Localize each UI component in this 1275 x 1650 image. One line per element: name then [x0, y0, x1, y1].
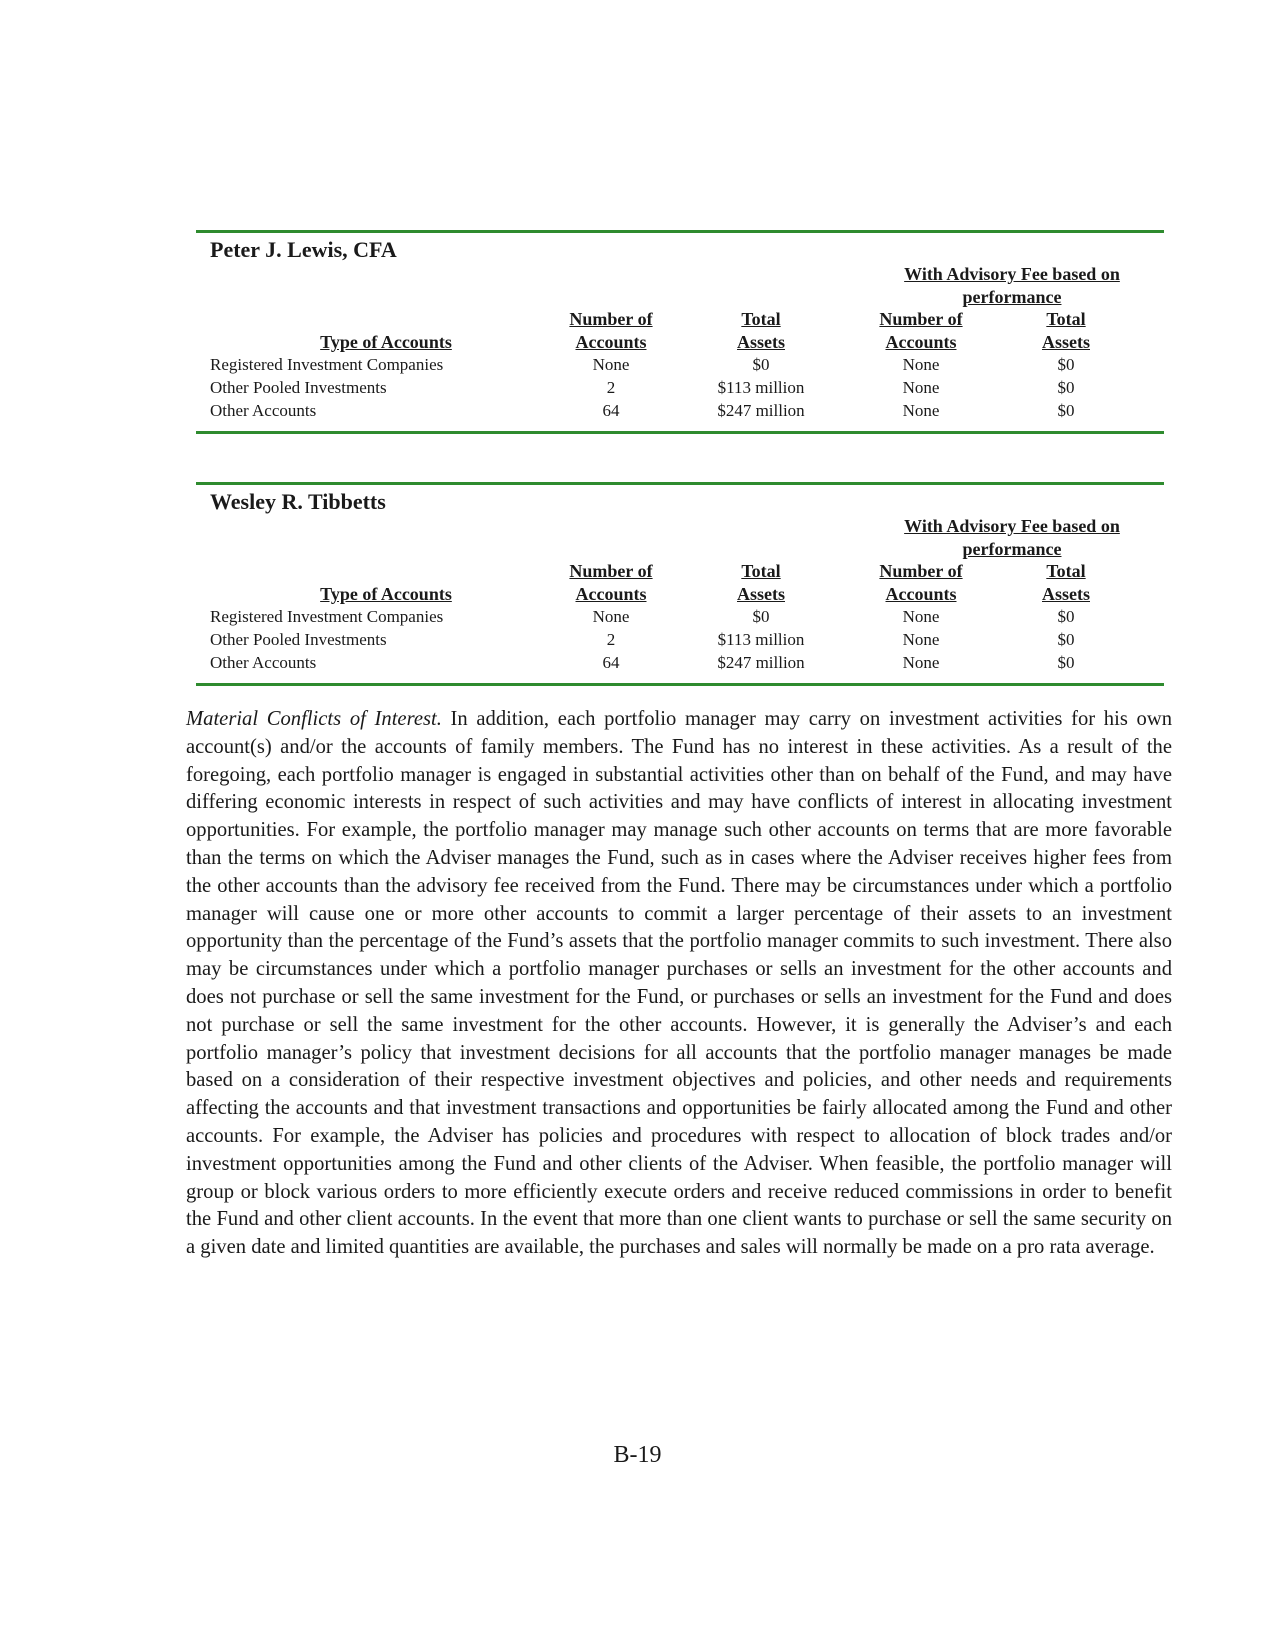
page-number: B-19	[613, 1442, 662, 1468]
conflicts-of-interest-paragraph	[186, 706, 1172, 1262]
cell-type: Other Pooled Investments	[210, 630, 387, 649]
accounts-table-lewis	[196, 230, 1164, 434]
col-header-perf-total-assets: Total Assets	[1042, 561, 1090, 604]
col-header-total-assets: Total Assets	[737, 561, 785, 604]
performance-fee-header: With Advisory Fee based on performance	[904, 264, 1120, 307]
table-row	[196, 628, 1164, 651]
table-row	[196, 399, 1164, 422]
cell-number-of-accounts: 64	[602, 401, 620, 420]
cell-perf-number-of-accounts: None	[902, 401, 940, 420]
paragraph-lead-in: Material Conflicts of Interest.	[186, 708, 442, 730]
cell-total-assets: $113 million	[717, 630, 805, 649]
cell-perf-total-assets: $0	[1057, 378, 1075, 397]
cell-perf-total-assets: $0	[1057, 355, 1075, 374]
col-header-type-of-accounts: Type of Accounts	[320, 332, 452, 352]
cell-perf-total-assets: $0	[1057, 653, 1075, 672]
cell-total-assets: $0	[752, 607, 770, 626]
col-header-number-of-accounts: Number of Accounts	[569, 309, 653, 352]
cell-total-assets: $0	[752, 355, 770, 374]
table-row	[196, 376, 1164, 399]
cell-number-of-accounts: 2	[606, 378, 616, 397]
cell-number-of-accounts: 64	[602, 653, 620, 672]
paragraph-body: In addition, each portfolio manager may carry on investment activities for his own account(s) and/or the accounts of family members. The Fund has no interest in these activities. As a result of the foregoing, each portfolio manager is engaged in substantial activities other than on behalf of the Fund, and may have differing economic interests in respect of such activities and may have conflicts of interest in allocating investment opportunities. For example, the portfolio manager may manage such other accounts on terms that are more favorable than the terms on which the Adviser manages the Fund, such as in cases where the Adviser receives higher fees from the other accounts than the advisory fee received from the Fund. There may be circumstances under which a portfolio manager will cause one or more other accounts to commit a larger percentage of their assets to an investment opportunity than the percentage of the Fund’s assets that the portfolio manager commits to such investment. There also may be circumstances under which a portfolio manager purchases or sells an investment for the other accounts and does not purchase or sell the same investment for the Fund, or purchases or sells an investment for the Fund and does not purchase or sell the same investment for the other accounts. However, it is generally the Adviser’s and each portfolio manager’s policy that investment decisions for all accounts that the portfolio manager manages be made based on a consideration of their respective investment objectives and policies, and other needs and requirements affecting the accounts and that investment transactions and opportunities be fairly allocated among the Fund and other accounts. For example, the Adviser has policies and procedures with respect to allocation of block trades and/or investment opportunities among the Fund and other clients of the Adviser. When feasible, the portfolio manager will group or block various orders to more efficiently execute orders and receive reduced commissions in order to benefit the Fund and other client accounts. In the event that more than one client wants to purchase or sell the same security on a given date and limited quantities are available, the purchases and sales will normally be made on a pro rata average.	[186, 708, 1173, 1259]
table-row	[196, 353, 1164, 376]
cell-perf-total-assets: $0	[1057, 401, 1075, 420]
cell-perf-total-assets: $0	[1057, 607, 1075, 626]
cell-type: Other Accounts	[210, 653, 317, 672]
col-header-perf-total-assets: Total Assets	[1042, 309, 1090, 352]
cell-number-of-accounts: None	[592, 607, 630, 626]
cell-perf-number-of-accounts: None	[902, 630, 940, 649]
manager-name: Wesley R. Tibbetts	[210, 489, 386, 514]
cell-perf-number-of-accounts: None	[902, 607, 940, 626]
col-header-perf-number-of-accounts: Number of Accounts	[879, 309, 963, 352]
cell-type: Other Accounts	[210, 401, 317, 420]
cell-perf-number-of-accounts: None	[902, 653, 940, 672]
cell-type: Registered Investment Companies	[210, 355, 444, 374]
cell-number-of-accounts: None	[592, 355, 630, 374]
manager-name: Peter J. Lewis, CFA	[210, 237, 397, 262]
cell-perf-number-of-accounts: None	[902, 378, 940, 397]
performance-fee-header: With Advisory Fee based on performance	[904, 516, 1120, 559]
col-header-perf-number-of-accounts: Number of Accounts	[879, 561, 963, 604]
cell-type: Registered Investment Companies	[210, 607, 444, 626]
cell-total-assets: $247 million	[717, 653, 805, 672]
cell-total-assets: $247 million	[717, 401, 805, 420]
accounts-table-tibbetts	[196, 482, 1164, 686]
col-header-total-assets: Total Assets	[737, 309, 785, 352]
col-header-number-of-accounts: Number of Accounts	[569, 561, 653, 604]
cell-number-of-accounts: 2	[606, 630, 616, 649]
table-row	[196, 651, 1164, 674]
table-row	[196, 605, 1164, 628]
cell-perf-number-of-accounts: None	[902, 355, 940, 374]
cell-perf-total-assets: $0	[1057, 630, 1075, 649]
cell-total-assets: $113 million	[717, 378, 805, 397]
col-header-type-of-accounts: Type of Accounts	[320, 584, 452, 604]
cell-type: Other Pooled Investments	[210, 378, 387, 397]
